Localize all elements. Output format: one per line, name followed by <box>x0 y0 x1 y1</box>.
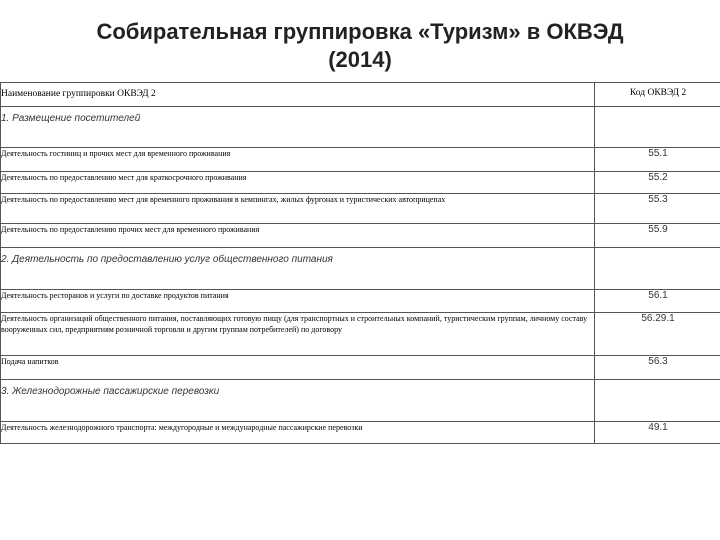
activity-name-cell: Деятельность по предоставлению прочих мест для временного проживания <box>1 224 595 248</box>
okved-table <box>0 82 720 444</box>
okved-code-cell: 55.1 <box>595 148 720 172</box>
activity-name-cell: Подача напитков <box>1 356 595 380</box>
okved-code-cell: 55.3 <box>595 194 720 224</box>
table-row-group <box>1 380 720 422</box>
group-name-cell: 3. Железнодорожные пассажирские перевозки <box>1 380 595 422</box>
group-name-cell: 2. Деятельность по предоставлению услуг общественного питания <box>1 248 595 290</box>
table-row <box>1 356 720 380</box>
okved-code-cell: 49.1 <box>595 422 720 444</box>
slide-title-line-1: Собирательная группировка «Туризм» в ОКВЭД <box>96 19 624 44</box>
activity-name-cell: Деятельность гостиниц и прочих мест для временного проживания <box>1 148 595 172</box>
okved-code-cell: 56.1 <box>595 290 720 313</box>
okved-code-cell: 55.2 <box>595 172 720 194</box>
activity-name-cell: Деятельность ресторанов и услуги по доставке продуктов питания <box>1 290 595 313</box>
table-row-group <box>1 248 720 290</box>
slide-title <box>40 18 680 74</box>
table-row <box>1 313 720 356</box>
activity-name-cell: Деятельность организаций общественного питания, поставляющих готовую пищу (для транспортных и строительных компаний, туристическим группам, личному составу вооруженных сил, предприятиям розничной торговли и другим группам потребителей) по договору <box>1 313 595 356</box>
table-row <box>1 148 720 172</box>
activity-name-cell: Деятельность железнодорожного транспорта: междугородные и международные пассажирские перевозки <box>1 422 595 444</box>
header-code-cell: Код ОКВЭД 2 <box>595 83 720 107</box>
table-row <box>1 194 720 224</box>
okved-code-cell: 55.9 <box>595 224 720 248</box>
activity-name-cell: Деятельность по предоставлению мест для временного проживания в кемпингах, жилых фургонах и туристических автоприцепах <box>1 194 595 224</box>
group-code-cell <box>595 107 720 148</box>
group-name-cell: 1. Размещение посетителей <box>1 107 595 148</box>
header-name-cell: Наименование группировки ОКВЭД 2 <box>1 83 595 107</box>
table-row <box>1 172 720 194</box>
table-row <box>1 290 720 313</box>
activity-name-cell: Деятельность по предоставлению мест для краткосрочного проживания <box>1 172 595 194</box>
group-code-cell <box>595 248 720 290</box>
okved-code-cell: 56.3 <box>595 356 720 380</box>
slide-title-line-2: (2014) <box>328 47 392 72</box>
table-header-row <box>1 83 720 107</box>
table-row <box>1 422 720 444</box>
okved-code-cell: 56.29.1 <box>595 313 720 356</box>
table-row <box>1 224 720 248</box>
group-code-cell <box>595 380 720 422</box>
table-row-group <box>1 107 720 148</box>
